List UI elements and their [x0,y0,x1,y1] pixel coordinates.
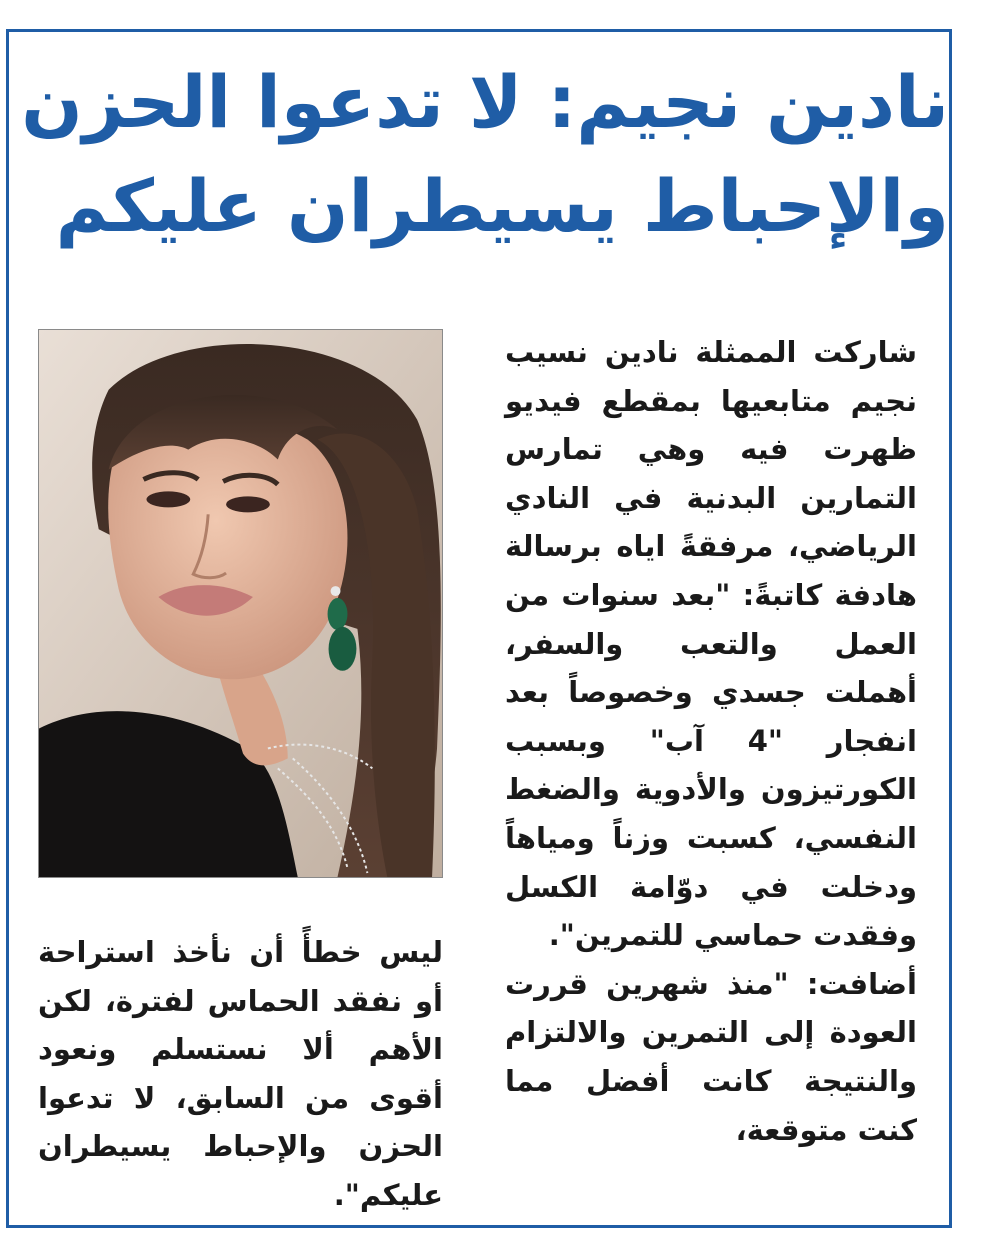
portrait-image [39,330,442,877]
article-body-right-column [505,328,917,1154]
headline-line-1: نادين نجيم: لا تدعوا الحزن [21,60,949,144]
headline-line-2: والإحباط يسيطران عليكم [55,164,949,248]
headline [21,50,949,258]
article-body-left-column [38,928,443,1220]
body-paragraph-2: أضافت: "منذ شهرين قررت العودة إلى التمرين والالتزام والنتيجة كانت أفضل مما كنت متوقعة، [505,966,917,1147]
article-photo [38,329,443,878]
body-paragraph-1: شاركت الممثلة نادين نسيب نجيم متابعيها بمقطع فيديو ظهرت فيه وهي تمارس التمارين البدنية في النادي الرياضي، مرفقةً اياه برسالة هادفة كاتبةً: "بعد سنوات من العمل والتعب والسفر، أهملت جسدي وخصوصاً بعد انفجار "4 آب" وبسبب الكورتيزون والأدوية والضغط النفسي، كسبت وزناً ومياهاً ودخلت في دوّامة الكسل وفقدت حماسي للتمرين". [505,335,917,953]
body-paragraph-3: ليس خطأً أن نأخذ استراحة أو نفقد الحماس لفترة، لكن الأهم ألا نستسلم ونعود أقوى من السابق، لا تدعوا الحزن والإحباط يسيطران عليكم". [38,935,443,1212]
